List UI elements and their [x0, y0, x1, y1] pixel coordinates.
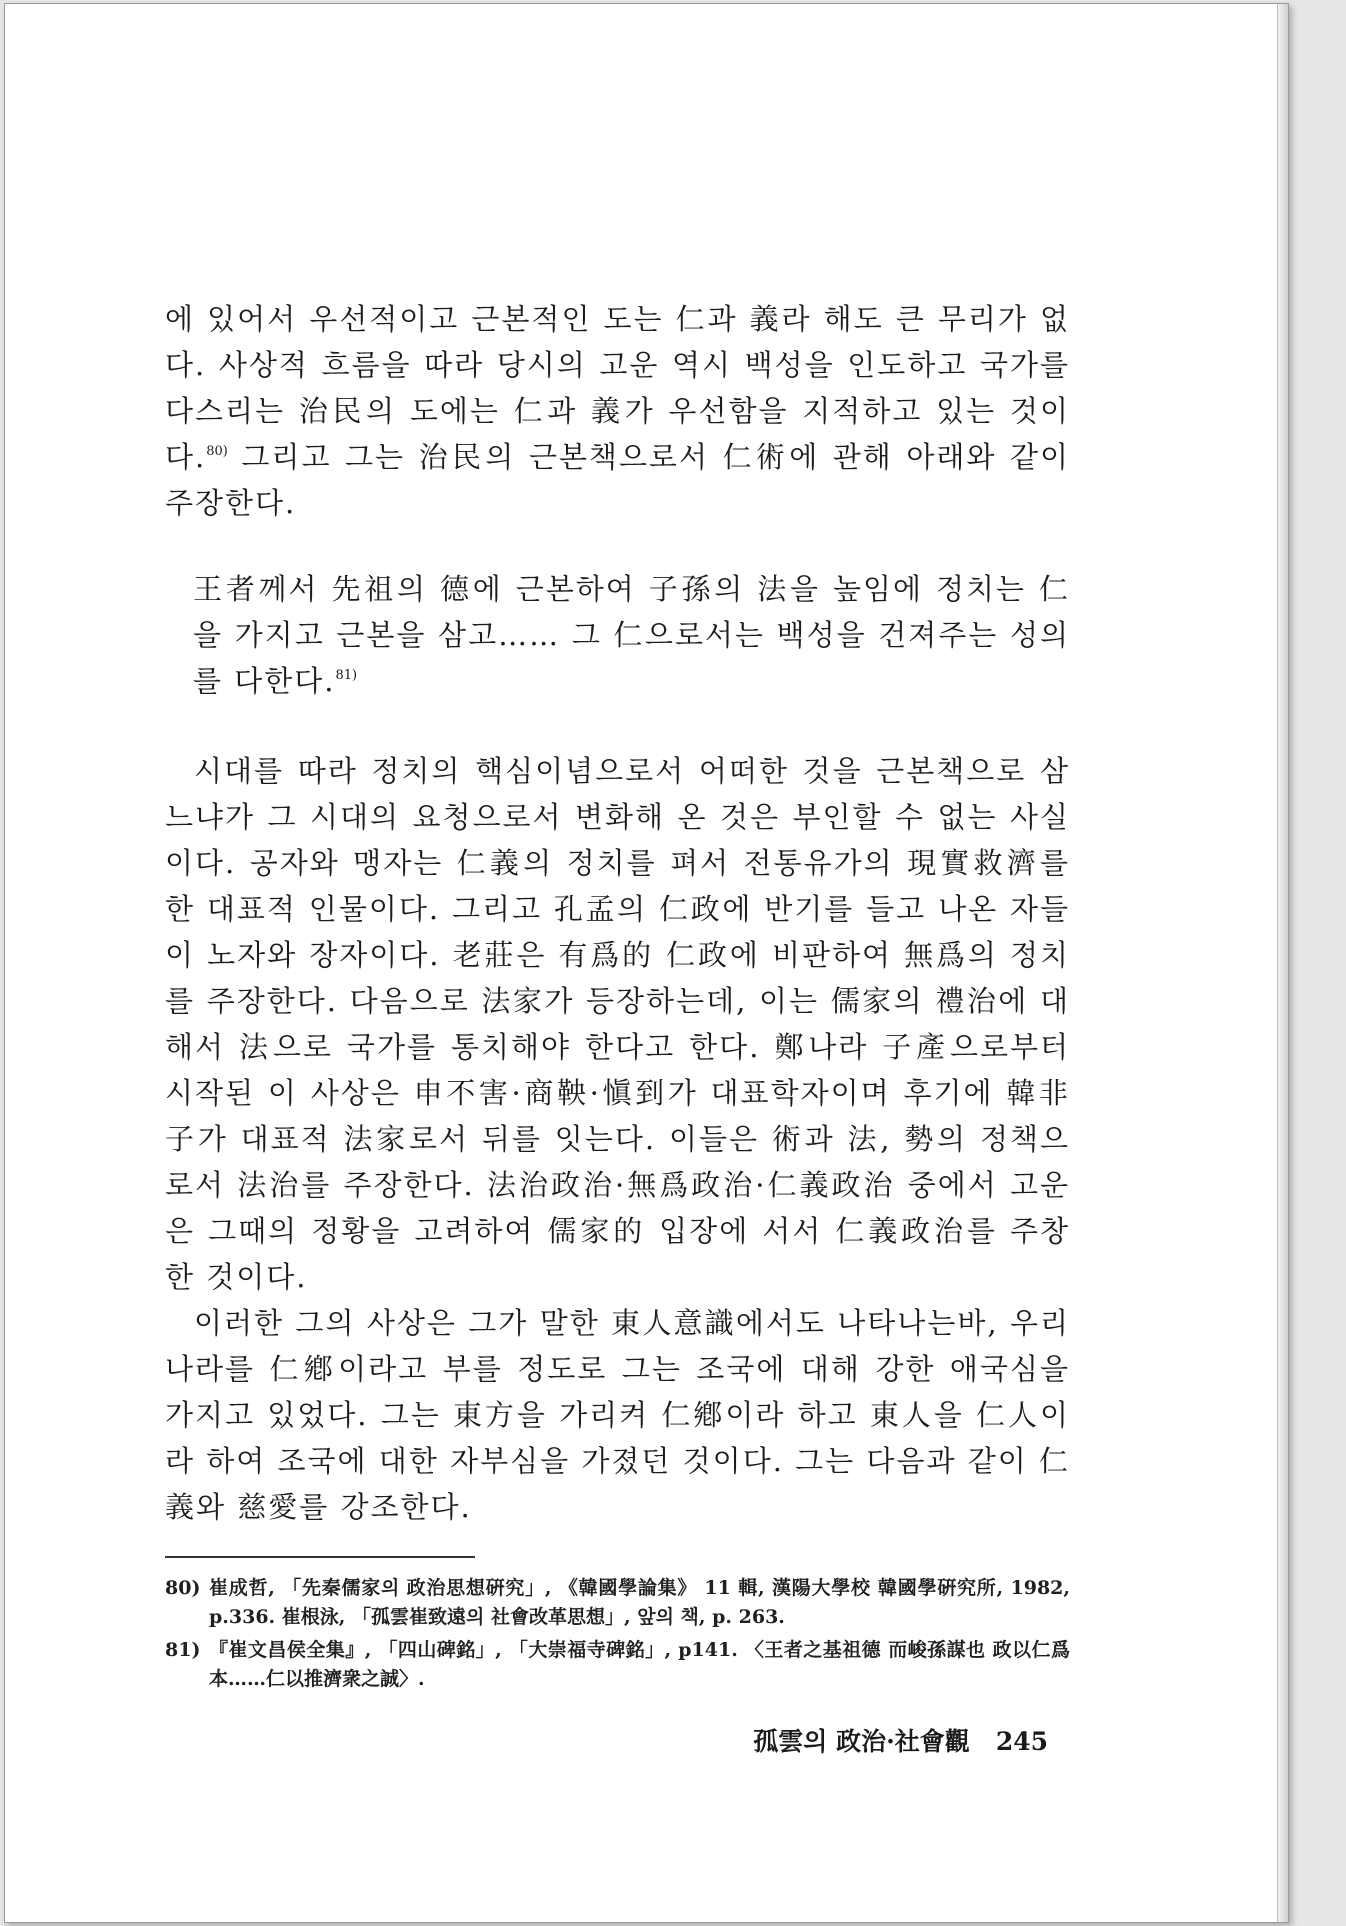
footnote-81 [165, 1636, 1070, 1694]
footnote-number: 80) [165, 1577, 201, 1599]
paragraph-1 [165, 296, 1070, 526]
page-edge [1277, 4, 1288, 1922]
footnote-80 [165, 1574, 1070, 1632]
footnotes [165, 1574, 1070, 1694]
footnote-text: 崔成哲, 「先秦儒家의 政治思想硏究」, 《韓國學論集》 11 輯, 漢陽大學校 韓國學硏究所, 1982, p.336. 崔根泳, 「孤雲崔致遠의 社會改革思想」, 앞의 책, p. 263. [209, 1577, 1070, 1628]
document-page [4, 3, 1289, 1923]
footnote-ref-80: 80) [206, 444, 228, 459]
running-title: 孤雲의 政治·社會觀 [753, 1727, 970, 1756]
page-number: 245 [995, 1727, 1048, 1756]
running-footer [165, 1722, 1070, 1758]
paragraph-1-continued: 그리고 그는 治民의 근본책으로서 仁術에 관해 아래와 같이 주장한다. [165, 440, 1070, 520]
page-content [165, 296, 1070, 1758]
footnote-ref-81: 81) [335, 668, 358, 683]
paragraph-2: 시대를 따라 정치의 핵심이념으로서 어떠한 것을 근본책으로 삼느냐가 그 시대의 요청으로서 변화해 온 것은 부인할 수 없는 사실이다. 공자와 맹자는 仁義의 정치를 펴서 전통유가의 現實救濟를 한 대표적 인물이다. 그리고 孔孟의 仁政에 반기를 들고 나온 자들이 노자와 장자이다. 老莊은 有爲的 仁政에 비판하여 無爲의 정치를 주장한다. 다음으로 法家가 등장하는데, 이는 儒家의 禮治에 대해서 法으로 국가를 통치해야 한다고 한다. 鄭나라 子產으로부터 시작된 이 사상은 申不害·商鞅·愼到가 대표학자이며 후기에 韓非子가 대표적 法家로서 뒤를 잇는다. 이들은 術과 法, 勢의 정책으로서 法治를 주장한다. 法治政治·無爲政治·仁義政治 중에서 고운은 그때의 정황을 고려하여 儒家的 입장에 서서 仁義政治를 주창한 것이다. [165, 754, 1070, 1294]
paragraph-3: 이러한 그의 사상은 그가 말한 東人意識에서도 나타나는바, 우리나라를 仁鄕이라고 부를 정도로 그는 조국에 대해 강한 애국심을 가지고 있었다. 그는 東方을 가리켜 仁鄕이라 하고 東人을 仁人이라 하여 조국에 대한 자부심을 가졌던 것이다. 그는 다음과 같이 仁義와 慈愛를 강조한다. [165, 1306, 1070, 1524]
footnote-number: 81) [165, 1639, 201, 1661]
footnote-text: 『崔文昌侯全集』, 「四山碑銘」, 「大崇福寺碑銘」, p141. 〈王者之基祖德 而峻孫謀也 政以仁爲本……仁以推濟衆之誠〉. [209, 1639, 1070, 1690]
block-quote [193, 566, 1070, 704]
block-quote-text: 王者께서 先祖의 德에 근본하여 子孫의 法을 높임에 정치는 仁을 가지고 근본을 삼고…… 그 仁으로서는 백성을 건져주는 성의를 다한다. [193, 572, 1070, 698]
footnote-divider [165, 1556, 475, 1558]
paragraph-1-text: 에 있어서 우선적이고 근본적인 도는 仁과 義라 해도 큰 무리가 없다. 사상적 흐름을 따라 당시의 고운 역시 백성을 인도하고 국가를 다스리는 治民의 도에는 仁과 義가 우선함을 지적하고 있는 것이다. [165, 302, 1070, 474]
